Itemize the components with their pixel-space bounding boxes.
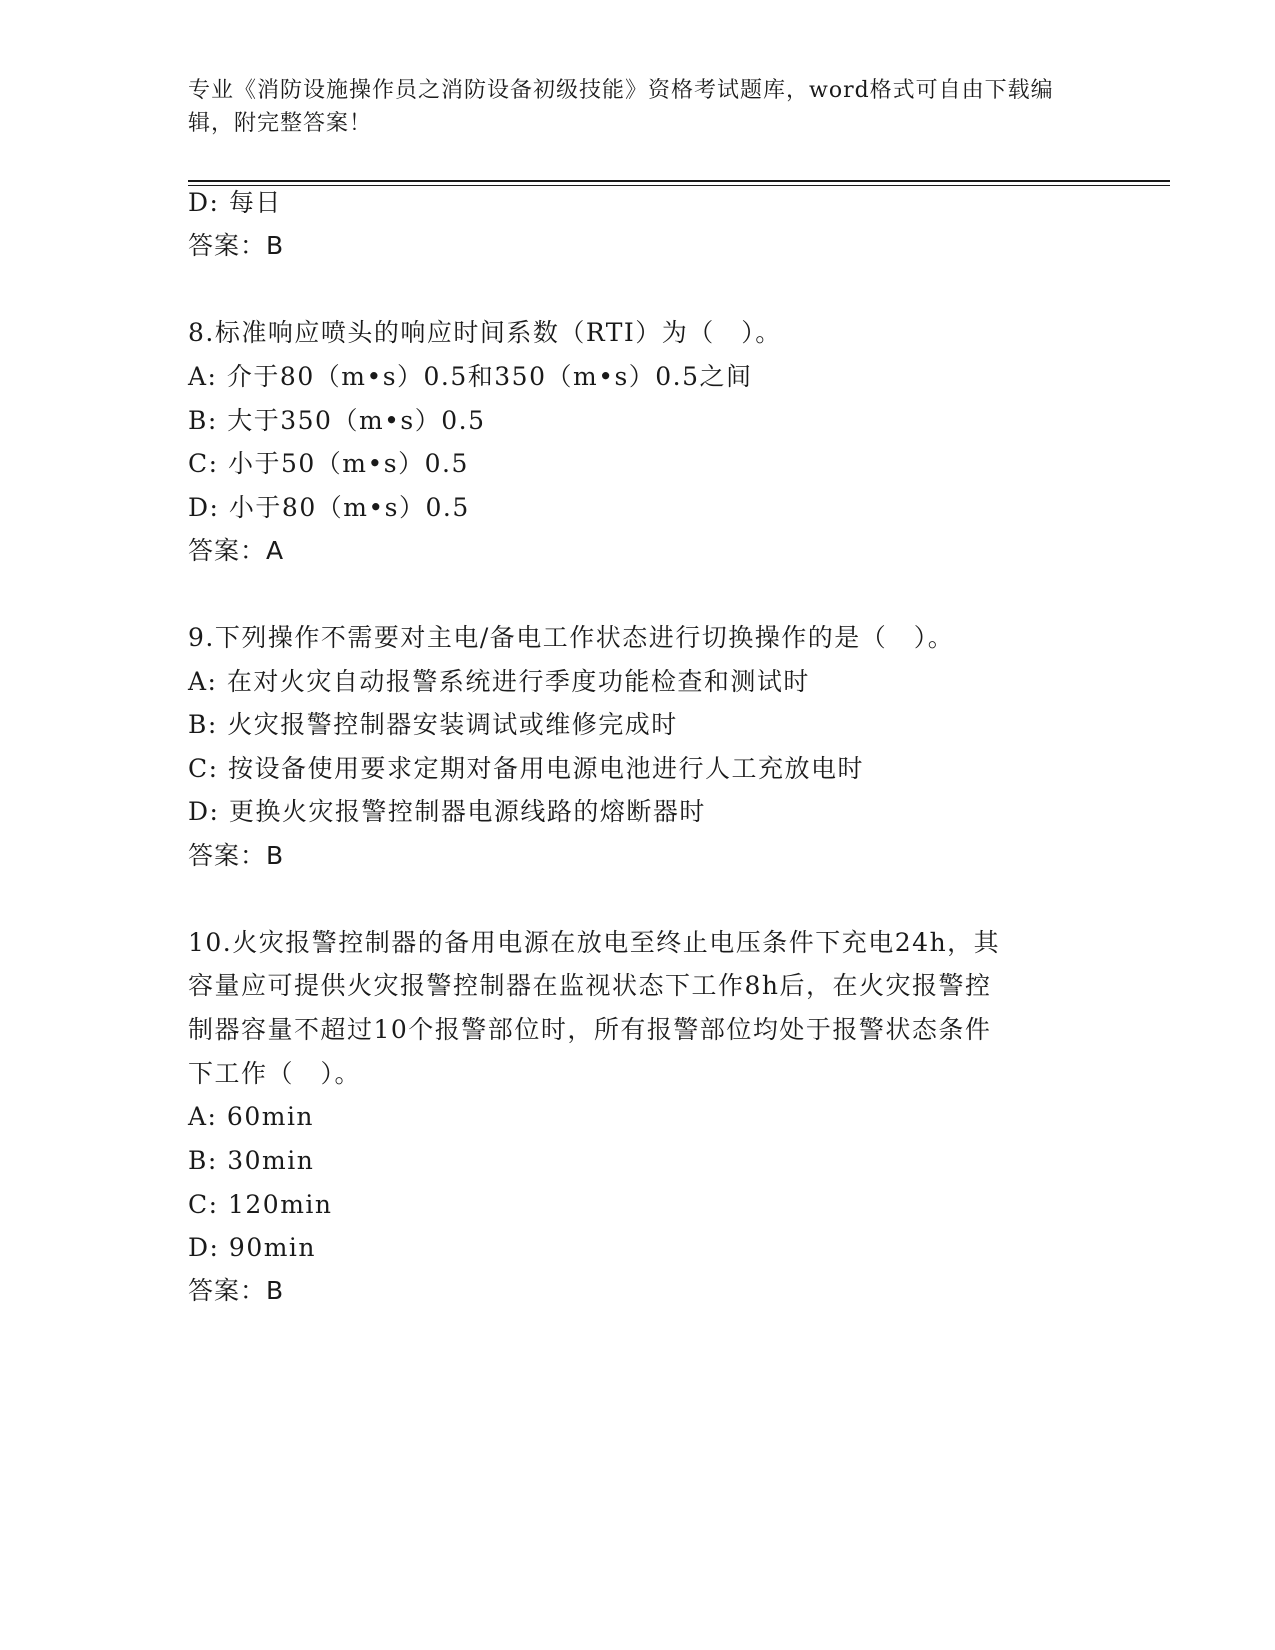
document-header (188, 74, 1088, 140)
q8-option-b: B: 大于350（m•s）0.5 (188, 406, 486, 435)
header-divider-thin (188, 185, 1170, 186)
q10-option-a: A: 60min (188, 1102, 315, 1131)
q9-option-d: D: 更换火灾报警控制器电源线路的熔断器时 (188, 797, 706, 826)
q10-stem-line-4: 下工作（ ）。 (188, 1059, 362, 1088)
q8-stem: 8.标准响应喷头的响应时间系数（RTI）为（ ）。 (188, 318, 782, 347)
q9-stem: 9.下列操作不需要对主电/备电工作状态进行切换操作的是（ ）。 (188, 623, 955, 652)
q10-option-c: C: 120min (188, 1190, 333, 1219)
q8-option-c: C: 小于50（m•s）0.5 (188, 449, 469, 478)
q9-option-b: B: 火灾报警控制器安装调试或维修完成时 (188, 710, 678, 739)
q8-answer: 答案：A (188, 536, 285, 565)
q10-answer: 答案：B (188, 1276, 285, 1305)
q8-option-d: D: 小于80（m•s）0.5 (188, 493, 470, 522)
q9-option-a: A: 在对火灾自动报警系统进行季度功能检查和测试时 (188, 667, 810, 696)
q10-option-d: D: 90min (188, 1233, 317, 1262)
q9-option-c: C: 按设备使用要求定期对备用电源电池进行人工充放电时 (188, 754, 865, 783)
q7-answer: 答案：B (188, 231, 285, 260)
q10-stem-line-1: 10.火灾报警控制器的备用电源在放电至终止电压条件下充电24h，其 (188, 928, 1001, 957)
q9-answer: 答案：B (188, 841, 285, 870)
header-text: 专业《消防设施操作员之消防设备初级技能》资格考试题库，word格式可自由下载编辑，附完整答案！ (188, 78, 1054, 136)
q7-option-d: D: 每日 (188, 188, 282, 217)
header-divider-thick (188, 180, 1170, 182)
q10-option-b: B: 30min (188, 1146, 315, 1175)
q10-stem-line-2: 容量应可提供火灾报警控制器在监视状态下工作8h后，在火灾报警控 (188, 971, 992, 1000)
q10-stem-line-3: 制器容量不超过10个报警部位时，所有报警部位均处于报警状态条件 (188, 1015, 992, 1044)
q8-option-a: A: 介于80（m•s）0.5和350（m•s）0.5之间 (188, 362, 753, 391)
